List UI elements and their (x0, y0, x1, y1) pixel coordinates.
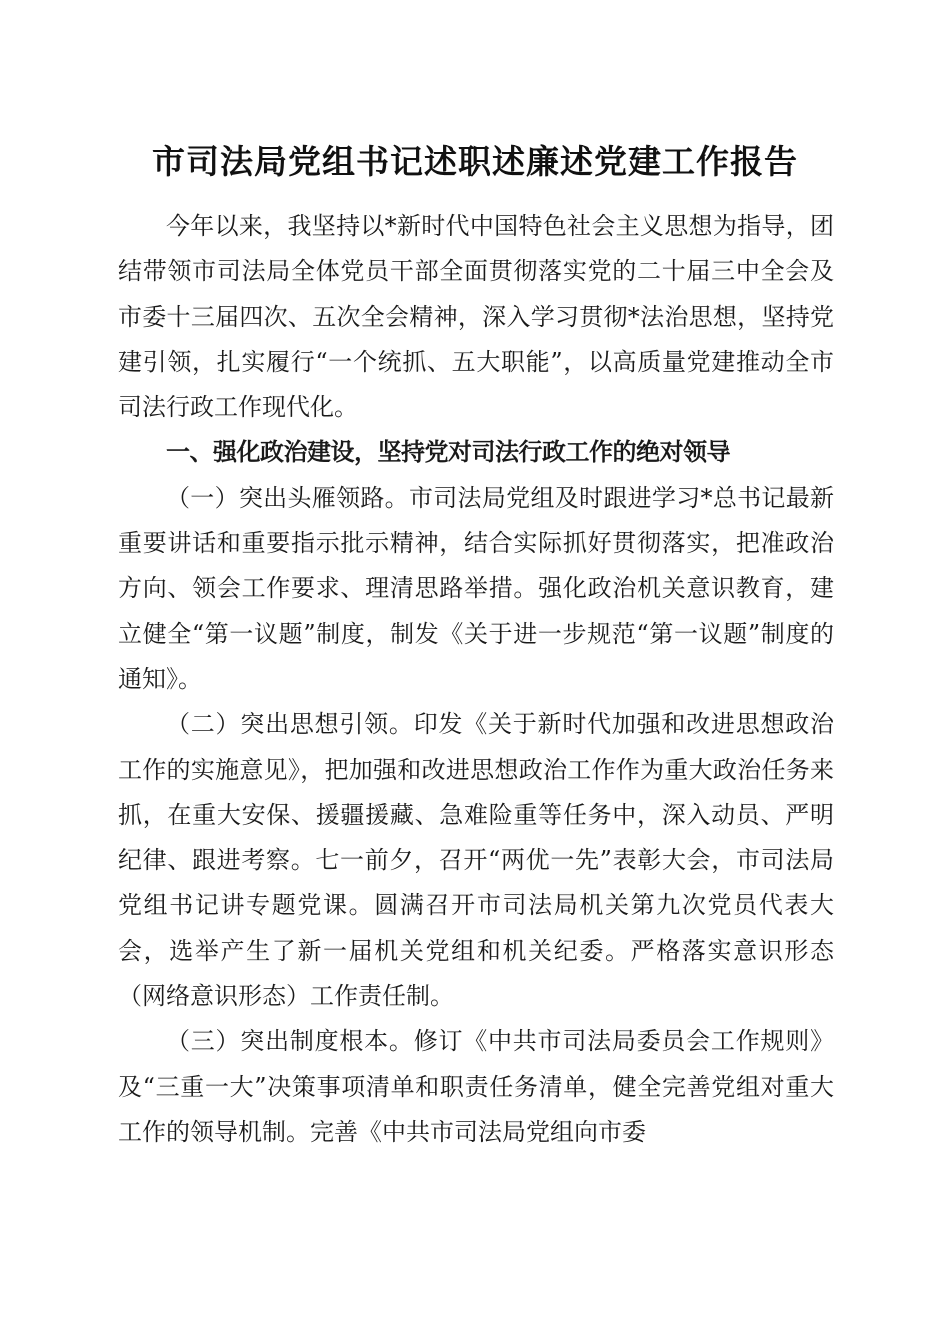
item-lead: （一）突出头雁领路。 (166, 483, 409, 512)
paragraph-item-3 (118, 1019, 834, 1155)
document-title: 市司法局党组书记述职述廉述党建工作报告 (152, 142, 798, 181)
item-text: 市司法局党组及时跟进学习*总书记最新重要讲话和重要指示批示精神，结合实际抓好贯彻落实，把准政治方向、领会工作要求、理清思路举措。强化政治机关意识教育，建立健全“第一议题”制度，制发《关于进一步规范“第一议题”制度的通知》。 (118, 483, 835, 693)
paragraph-item-2 (118, 702, 834, 1019)
item-lead: （三）突出制度根本。 (166, 1027, 414, 1056)
item-lead: （二）突出思想引领。 (166, 710, 414, 739)
intro-paragraph: 今年以来，我坚持以*新时代中国特色社会主义思想为指导，团结带领市司法局全体党员干部全面贯彻落实党的二十届三中全会及市委十三届四次、五次全会精神，深入学习贯彻*法治思想，坚持党建引领，扎实履行“一个统抓、五大职能”，以高质量党建推动全市司法行政工作现代化。 (118, 212, 834, 422)
section-heading: 一、强化政治建设，坚持党对司法行政工作的绝对领导 (166, 438, 730, 467)
item-text: 印发《关于新时代加强和改进思想政治工作的实施意见》，把加强和改进思想政治工作作为重大政治任务来抓，在重大安保、援疆援藏、急难险重等任务中，深入动员、严明纪律、跟进考察。七一前夕，召开“两优一先”表彰大会，市司法局党组书记讲专题党课。圆满召开市司法局机关第九次党员代表大会，选举产生了新一届机关党组和机关纪委。严格落实意识形态（网络意识形态）工作责任制。 (118, 710, 835, 1011)
document-body (118, 204, 834, 1155)
paragraph-item-1 (118, 476, 834, 702)
item-text: 修订《中共市司法局委员会工作规则》及“三重一大”决策事项清单和职责任务清单，健全完善党组对重大工作的领导机制。完善《中共市司法局党组向市委 (118, 1027, 835, 1146)
